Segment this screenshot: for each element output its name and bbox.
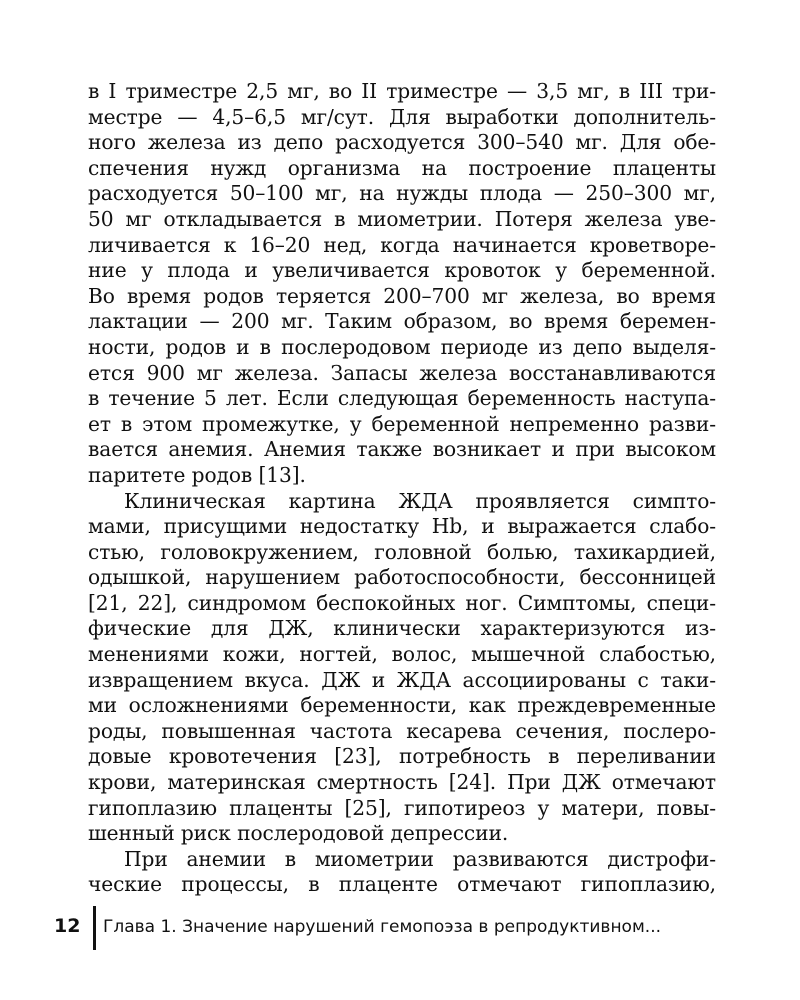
text-line: роды, повышенная частота кесарева сечения, послеро- [88,718,716,743]
text-line: шенный риск послеродовой депрессии. [88,821,509,846]
text-line: менениями кожи, ногтей, волос, мышечной слабостью, [88,642,716,667]
page-footer [40,902,740,950]
text-line: местре — 4,5–6,5 мг/сут. Для выработки дополнитель- [88,104,716,129]
text-line: вается анемия. Анемия также возникает и при высоком [88,437,716,462]
running-head: Глава 1. Значение нарушений гемопоэза в репродуктивном... [103,917,661,937]
text-line: лактации — 200 мг. Таким образом, во время беремен- [88,309,716,334]
text-line: Во время родов теряется 200–700 мг железа, во время [88,283,716,308]
text-line: При анемии в миометрии развиваются дистрофи- [124,846,716,871]
text-line: 50 мг откладывается в миометрии. Потеря железа уве- [88,206,716,231]
text-line: расходуется 50–100 мг, на нужды плода — 250–300 мг, [88,181,716,206]
text-line: в течение 5 лет. Если следующая беременность наступа- [88,386,716,411]
text-line: ет в этом промежутке, у беременной непременно разви- [88,411,716,436]
page-number: 12 [54,915,81,937]
body-text [88,79,716,898]
text-line: в I триместре 2,5 мг, во II триместре — 3,5 мг, в III три- [88,79,716,103]
text-line: ности, родов и в послеродовом периоде из депо выделя- [88,334,716,359]
text-line: ние у плода и увеличивается кровоток у беременной. [88,258,716,283]
text-line: ми осложнениями беременности, как преждевременные [88,693,716,718]
text-line: мами, присущими недостатку Hb, и выражается слабо- [88,514,716,539]
text-line: Клиническая картина ЖДА проявляется симпто- [124,488,716,513]
text-line: фические для ДЖ, клинически характеризуются из- [88,616,716,641]
text-line: одышкой, нарушением работоспособности, бессонницей [88,565,716,590]
text-line: [21, 22], синдромом беспокойных ног. Симптомы, специ- [88,590,716,615]
text-line: крови, материнская смертность [24]. При ДЖ отмечают [88,770,716,795]
text-line: извращением вкуса. ДЖ и ЖДА ассоциированы с таки- [88,667,716,692]
footer-divider [93,906,96,950]
text-line: гипоплазию плаценты [25], гипотиреоз у матери, повы- [88,795,716,820]
text-line: спечения нужд организма на построение плаценты [88,155,716,180]
text-line: паритете родов [13]. [88,462,306,487]
text-line: личивается к 16–20 нед, когда начинается кроветворе- [88,232,716,257]
text-line: ного железа из депо расходуется 300–540 мг. Для обе- [88,130,716,155]
text-line: стью, головокружением, головной болью, тахикардией, [88,539,716,564]
text-line: ется 900 мг железа. Запасы железа восстанавливаются [88,360,716,385]
text-line: ческие процессы, в плаценте отмечают гипоплазию, [88,872,716,897]
text-line: довые кровотечения [23], потребность в переливании [88,744,716,769]
